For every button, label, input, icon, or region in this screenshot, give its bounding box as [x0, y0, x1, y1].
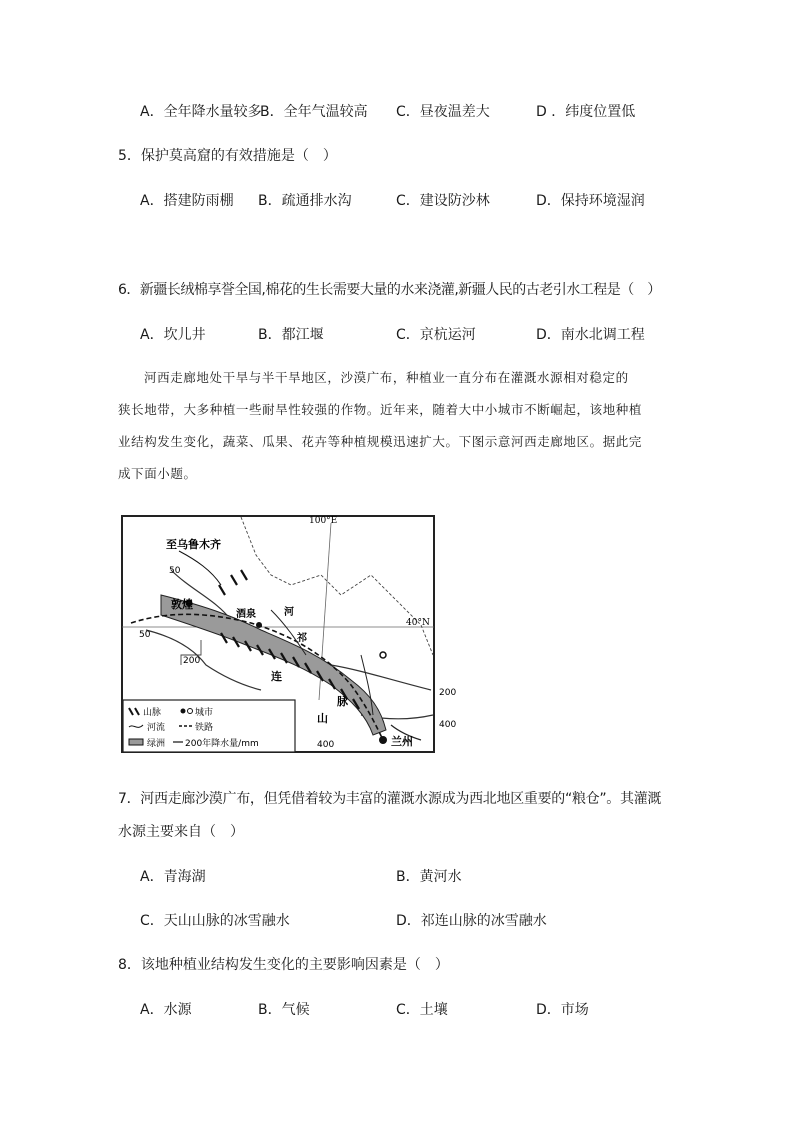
q7-option-a: A．青海湖: [140, 869, 206, 885]
label-urumqi: 至乌鲁木齐: [166, 538, 221, 551]
city-lanzhou: [379, 736, 387, 744]
passage-line-2: 狭长地带，大多种植一些耐旱性较强的作物。近年来，随着大中小城市不断崛起，该地种植: [118, 402, 643, 417]
passage-line-4: 成下面小题。: [118, 466, 197, 481]
q7-question-line2: 水源主要来自（ ）: [118, 824, 244, 840]
svg-text:山脉: 山脉: [143, 708, 162, 718]
q7-option-b: B．黄河水: [396, 869, 462, 885]
q8-option-b: B．气候: [258, 1002, 310, 1018]
hexi-corridor-map: [121, 515, 461, 755]
label-he: 河: [284, 607, 294, 618]
label-shan: 山: [317, 712, 328, 725]
q8-option-d: D．市场: [536, 1002, 589, 1018]
svg-text:城市: 城市: [195, 708, 214, 718]
label-mai: 脉: [337, 695, 348, 708]
q4-option-d: D ．纬度位置低: [536, 104, 636, 120]
q8-option-a: A．水源: [140, 1002, 192, 1018]
q5-question: 5．保护莫高窟的有效措施是（ ）: [118, 148, 337, 164]
q6-option-a: A．坎儿井: [140, 327, 206, 343]
q5-option-c: C．建设防沙林: [396, 193, 490, 209]
city-jiuquan: [256, 622, 262, 628]
label-lian: 连: [271, 670, 282, 683]
q6-question: 6．新疆长绒棉享誉全国,棉花的生长需要大量的水来浇灌,新疆人民的古老引水工程是（ ）: [118, 282, 661, 298]
label-iso50a: 50: [169, 566, 181, 576]
label-dunhuang: 敦煌: [171, 598, 193, 611]
q5-option-d: D．保持环境湿润: [536, 193, 645, 209]
label-iso50b: 50: [139, 630, 151, 640]
q4-option-b: B．全年气温较高: [260, 104, 368, 120]
q6-option-d: D．南水北调工程: [536, 327, 645, 343]
q8-option-c: C．土壤: [396, 1002, 448, 1018]
label-iso400a: 400: [439, 720, 457, 730]
q5-option-a: A．搭建防雨棚: [140, 193, 234, 209]
passage-line-3: 业结构发生变化，蔬菜、瓜果、花卉等种植规模迅速扩大。下图示意河西走廊地区。据此完: [118, 434, 643, 449]
q8-question: 8．该地种植业结构发生变化的主要影响因素是（ ）: [118, 957, 449, 973]
q5-option-b: B．疏通排水沟: [258, 193, 352, 209]
label-iso200b: 200: [439, 688, 457, 698]
label-qi: 祁: [297, 633, 307, 644]
label-40n: 40°N: [406, 618, 430, 628]
q7-question-line1: 7．河西走廊沙漠广布，但凭借着较为丰富的灌溉水源成为西北地区重要的“粮仓”。其灌溉: [118, 791, 662, 807]
passage: [118, 362, 678, 490]
svg-text:铁路: 铁路: [195, 723, 214, 733]
label-iso200a: 200: [183, 656, 201, 666]
city-marker-east: [380, 652, 386, 658]
q7-option-d: D．祁连山脉的冰雪融水: [396, 913, 547, 929]
legend-isohyet: [173, 737, 259, 749]
q4-option-c: C．昼夜温差大: [396, 104, 490, 120]
q4-option-a: A．全年降水量较多: [140, 104, 262, 120]
label-100e: 100°E: [309, 516, 338, 526]
label-jiuquan: 酒泉: [236, 609, 256, 620]
label-lanzhou: 兰州: [391, 735, 413, 748]
q6-option-c: C．京杭运河: [396, 327, 476, 343]
svg-text:200年降水量/mm: 200年降水量/mm: [185, 739, 259, 749]
label-iso400b: 400: [317, 740, 335, 750]
q7-option-c: C．天山山脉的冰雪融水: [140, 913, 290, 929]
q6-option-b: B．都江堰: [258, 327, 324, 343]
passage-line-1: 河西走廊地处干旱与半干旱地区，沙漠广布，种植业一直分布在灌溉水源相对稳定的: [144, 370, 629, 385]
svg-text:河流: 河流: [147, 723, 166, 733]
svg-text:绿洲: 绿洲: [147, 739, 166, 749]
